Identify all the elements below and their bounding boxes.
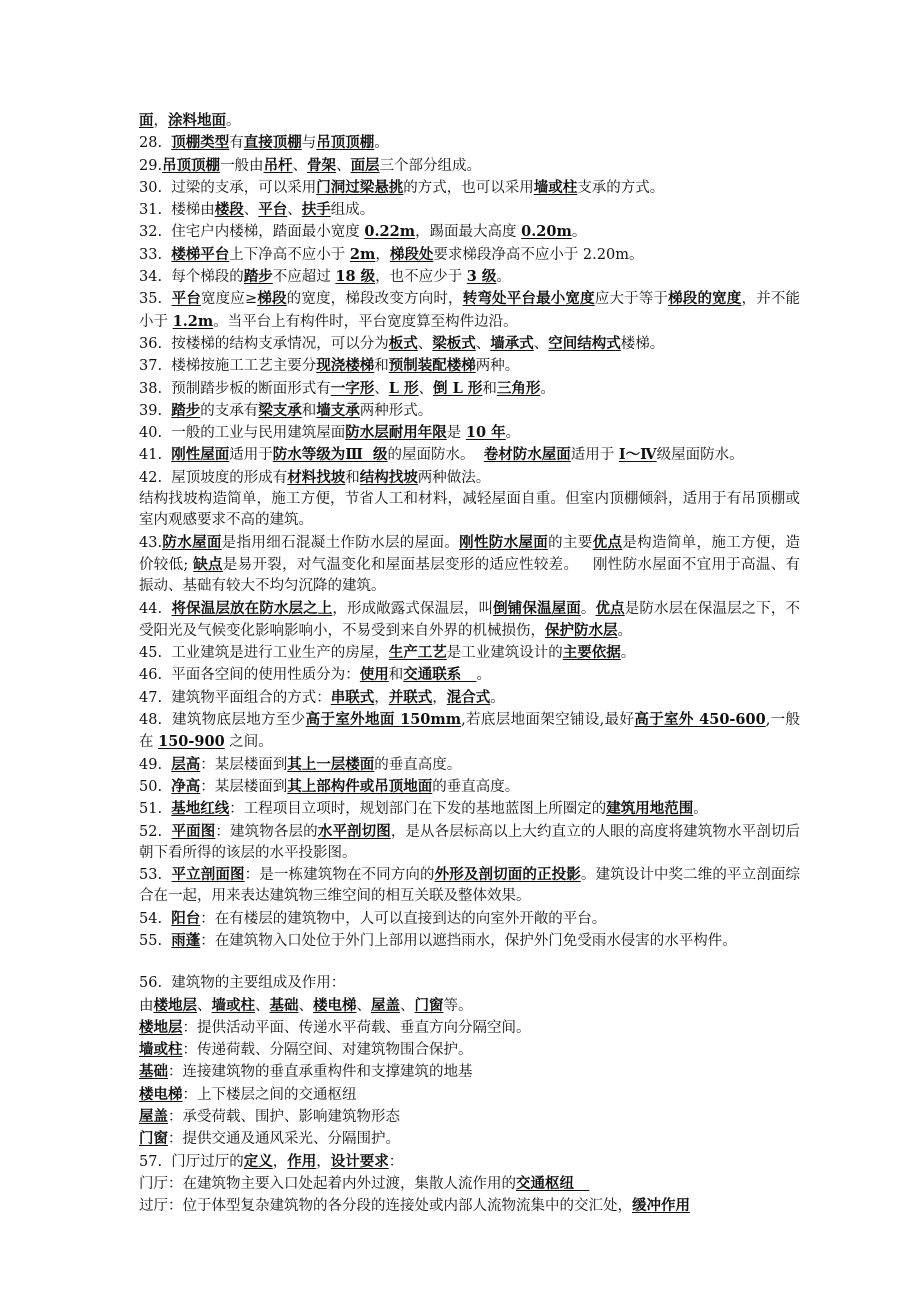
key-term: 高于室外地面 150mm bbox=[305, 711, 462, 729]
text-run: 、 bbox=[417, 335, 433, 352]
text-line bbox=[139, 776, 800, 798]
text-run: ：工程项目立项时，规划部门在下发的基地蓝图上所圈定的 bbox=[229, 801, 607, 818]
text-run: ，也不应少于 bbox=[375, 269, 467, 286]
key-term: 板式 bbox=[388, 334, 418, 352]
text-run: 33. bbox=[139, 246, 172, 263]
key-term: 涂料地面 bbox=[168, 112, 226, 129]
text-run: ，是从各层标高以上大约直立的人眼的高度将建筑物水平剖切后朝下看所得的该层的水平投影图。 bbox=[139, 823, 801, 861]
key-term: 混合式 bbox=[446, 688, 491, 706]
key-term: 基地红线 bbox=[171, 800, 230, 818]
text-run: 45. 工业建筑是进行工业生产的房屋， bbox=[139, 645, 389, 662]
text-line bbox=[139, 821, 800, 865]
text-run: 的支承有 bbox=[200, 402, 259, 419]
key-term: 一字形 bbox=[330, 379, 375, 397]
text-run: ， bbox=[153, 113, 168, 129]
key-term: 墙或柱 bbox=[533, 178, 578, 196]
text-run: 。 bbox=[540, 380, 555, 397]
key-term: 1.2m bbox=[172, 312, 214, 330]
text-run: 53. bbox=[139, 867, 172, 884]
text-run: 、 bbox=[336, 157, 351, 174]
key-term: 其上部构件或吊顶地面 bbox=[287, 777, 433, 795]
text-run: 一般由 bbox=[220, 157, 264, 174]
key-term: 直接顶棚 bbox=[243, 134, 302, 152]
key-term: 骨架 bbox=[307, 156, 337, 174]
text-run: ：建筑物各层的 bbox=[215, 823, 318, 840]
key-term: 2m bbox=[349, 245, 376, 263]
key-term: 刚性屋面 bbox=[171, 446, 230, 464]
text-run: 、 bbox=[418, 380, 434, 397]
key-term: 雨蓬 bbox=[171, 931, 201, 949]
text-line bbox=[139, 598, 800, 643]
key-term: 材料找坡 bbox=[287, 468, 346, 486]
key-term: 梁板式 bbox=[432, 334, 476, 352]
text-run: 、 bbox=[243, 202, 259, 219]
key-term: 墙或柱 bbox=[211, 996, 255, 1014]
key-term: 踏步 bbox=[171, 401, 201, 419]
text-run: 42. 屋顶坡度的形成有 bbox=[139, 469, 288, 486]
text-run: 44. bbox=[139, 600, 172, 617]
key-term: L 形 bbox=[388, 379, 419, 397]
text-line bbox=[139, 664, 800, 686]
text-line bbox=[139, 1106, 800, 1128]
text-run: 31. 楼梯由 bbox=[139, 202, 215, 219]
text-run: 。 bbox=[505, 425, 521, 442]
key-term: 屋盖 bbox=[371, 996, 400, 1014]
text-run: 30. 过梁的支承，可以采用 bbox=[139, 179, 317, 196]
text-run: 与 bbox=[301, 135, 317, 152]
text-run: 。 bbox=[490, 689, 505, 706]
text-run: 和 bbox=[388, 667, 404, 684]
text-line bbox=[139, 908, 800, 930]
text-run: 、 bbox=[374, 380, 389, 397]
text-run: 41. bbox=[139, 447, 172, 464]
text-run: 门厅：在建筑物主要入口处起着内外过渡，集散人流作用的 bbox=[139, 1175, 516, 1192]
key-term: 防水等级为Ⅲ 级 bbox=[272, 446, 388, 464]
text-line bbox=[139, 1061, 800, 1083]
key-term: 保护防水层 bbox=[545, 621, 618, 639]
text-run: 57. 门厅过厅的 bbox=[139, 1153, 244, 1170]
text-run: 的屋面防水。 bbox=[387, 447, 484, 464]
key-term: 建筑用地范围 bbox=[606, 800, 694, 818]
key-term: 净高 bbox=[171, 777, 201, 795]
text-line bbox=[139, 355, 800, 377]
text-line bbox=[139, 400, 800, 422]
text-run: ：连接建筑物的垂直承重构件和支撑建筑的地基 bbox=[168, 1064, 473, 1081]
text-line bbox=[139, 709, 800, 754]
text-run: 两种。 bbox=[475, 358, 520, 375]
key-term: 吊顶顶棚 bbox=[316, 134, 375, 152]
key-term: 楼段 bbox=[214, 201, 244, 219]
text-run: 和 bbox=[374, 358, 389, 375]
text-run: 、 bbox=[292, 157, 308, 174]
key-term: 楼梯平台 bbox=[171, 245, 230, 263]
text-run: 级屋面防水。 bbox=[656, 447, 744, 464]
key-term: 扶手 bbox=[301, 201, 331, 219]
text-run: 和 bbox=[345, 469, 360, 486]
text-line bbox=[139, 244, 800, 266]
key-term: 现浇楼梯 bbox=[316, 357, 375, 375]
key-term: 交通枢纽 bbox=[516, 1174, 590, 1192]
text-run: 应大于等于 bbox=[594, 291, 669, 308]
key-term: 交通联系 bbox=[403, 666, 477, 684]
text-run: 的垂直高度。 bbox=[374, 756, 462, 773]
key-term: 楼地层 bbox=[139, 1018, 183, 1036]
text-run: 、 bbox=[298, 997, 313, 1014]
text-run: 三个部分组成。 bbox=[379, 157, 482, 174]
key-term: 空间结构式 bbox=[548, 334, 621, 352]
key-term: 生产工艺 bbox=[388, 644, 447, 662]
text-run: 50. bbox=[139, 778, 172, 795]
text-run: ，形成敞露式保温层，叫 bbox=[332, 600, 494, 617]
key-term: 预制装配楼梯 bbox=[388, 357, 476, 375]
text-run: 是防水层在保温层之下，不受阳光及气候变化影响影响小，不易受到来自外界的机械损伤， bbox=[139, 600, 801, 639]
text-run: 55. bbox=[139, 932, 172, 949]
text-run: ：上下楼层之间的交通枢纽 bbox=[182, 1086, 357, 1103]
text-run: 的方式，也可以采用 bbox=[403, 179, 534, 196]
key-term: 楼电梯 bbox=[313, 996, 357, 1014]
text-run: 是构造简单，施工方便，造价较低; bbox=[139, 534, 801, 573]
text-run: ：提供活动平面、传递水平荷载、垂直方向分隔空间。 bbox=[182, 1019, 531, 1036]
text-line bbox=[139, 1173, 800, 1195]
key-term: 梁支承 bbox=[258, 401, 302, 419]
text-run: 组成。 bbox=[330, 202, 375, 219]
key-term: 0.20m bbox=[521, 223, 572, 241]
text-line bbox=[139, 798, 800, 820]
text-line bbox=[139, 177, 800, 199]
key-term: 串联式 bbox=[330, 688, 375, 706]
key-term: 设计要求 bbox=[330, 1152, 389, 1170]
text-run: ：某层楼面到 bbox=[200, 778, 288, 795]
text-run: ,若底层地面架空铺设,最好 bbox=[461, 712, 635, 729]
text-run: 和 bbox=[482, 380, 497, 397]
key-term: 3 级 bbox=[466, 268, 497, 286]
text-run: 。当平台上有构件时，平台宽度算至构件边沿。 bbox=[213, 313, 518, 330]
text-run: ， bbox=[375, 246, 390, 263]
key-term: 面层 bbox=[350, 156, 380, 174]
text-run: ：传递荷载、分隔空间、对建筑物围合保护。 bbox=[182, 1042, 473, 1059]
text-run: ： bbox=[388, 1153, 404, 1170]
key-term: 并联式 bbox=[388, 688, 433, 706]
key-term: 优点 bbox=[592, 533, 623, 551]
key-term: 优点 bbox=[595, 599, 625, 617]
key-term: 踏步 bbox=[243, 268, 273, 286]
text-run: 结构找坡构造简单，施工方便，节省人工和材料，减轻屋面自重。但室内顶棚倾斜，适用于有吊顶棚或室内观感要求不高的建筑。 bbox=[139, 491, 800, 529]
key-term: 平台 bbox=[258, 201, 288, 219]
text-line bbox=[139, 687, 800, 709]
text-run: ：提供交通及通风采光、分隔围护。 bbox=[168, 1131, 400, 1148]
text-run: 、 bbox=[475, 335, 491, 352]
text-run: 。建筑设计中奖二维的平立剖面综合在一起，用来表达建筑物三维空间的相互关联及整体效果。 bbox=[139, 867, 801, 905]
key-term: 阳台 bbox=[171, 909, 201, 927]
text-run: 上下净高不应小于 bbox=[229, 246, 350, 263]
text-run: 两种形式。 bbox=[359, 402, 433, 419]
text-run: 48. 建筑物底层地方至少 bbox=[139, 712, 306, 729]
blank-line bbox=[139, 952, 800, 973]
text-run: 、 bbox=[287, 202, 302, 219]
text-run: ， bbox=[374, 689, 389, 706]
text-run: ， bbox=[272, 1153, 288, 1170]
key-term: 平面图 bbox=[171, 822, 216, 840]
key-term: 梯段 bbox=[257, 290, 287, 308]
text-line bbox=[139, 444, 800, 466]
text-line bbox=[139, 1017, 800, 1039]
key-term: 门窗 bbox=[139, 1130, 168, 1148]
text-run: 楼梯。 bbox=[620, 335, 665, 352]
text-run: 适用于 bbox=[570, 447, 619, 464]
text-line bbox=[139, 754, 800, 776]
key-term: 结构找坡 bbox=[359, 468, 418, 486]
key-term: 墙支承 bbox=[316, 401, 360, 419]
key-term: 屋盖 bbox=[139, 1108, 168, 1126]
key-term: 门窗 bbox=[414, 996, 444, 1014]
text-line bbox=[139, 132, 800, 154]
text-run: 28. bbox=[139, 135, 172, 152]
text-run: 32. 住宅户内楼梯，踏面最小宽度 bbox=[139, 224, 365, 241]
text-run: 49. bbox=[139, 756, 172, 773]
text-run: ，踢面最大高度 bbox=[415, 224, 522, 241]
key-term: 作用 bbox=[287, 1152, 317, 1170]
text-run: 、 bbox=[255, 997, 270, 1014]
text-run: 不应超过 bbox=[272, 269, 336, 286]
text-run: 之间。 bbox=[224, 734, 273, 751]
key-term: 梯段处 bbox=[389, 245, 434, 263]
text-run: ， bbox=[432, 689, 447, 706]
key-term: 10 年 bbox=[465, 424, 506, 442]
key-term: 层高 bbox=[171, 755, 201, 773]
text-run: 、 bbox=[197, 997, 212, 1014]
text-line bbox=[139, 288, 800, 333]
key-term: 基础 bbox=[269, 996, 299, 1014]
key-term: 梯段的宽度 bbox=[668, 290, 742, 308]
key-term: 防水层耐用年限 bbox=[345, 424, 447, 442]
text-run: 35. bbox=[139, 291, 172, 308]
text-line bbox=[139, 422, 800, 444]
text-run: ， bbox=[316, 1153, 331, 1170]
text-line bbox=[139, 864, 800, 908]
key-term: 水平剖切图 bbox=[317, 822, 391, 840]
text-line bbox=[139, 995, 800, 1017]
text-line bbox=[139, 266, 800, 288]
text-run: 过厅：位于体型复杂建筑物的各分段的连接处或内部人流物流集中的交汇处， bbox=[139, 1198, 632, 1215]
text-run: 。 bbox=[496, 269, 511, 286]
text-run: 。 bbox=[374, 135, 389, 152]
text-run: 。 bbox=[693, 801, 708, 818]
text-run: 由 bbox=[139, 997, 154, 1014]
text-run: 。 bbox=[617, 622, 632, 639]
text-line bbox=[139, 221, 800, 243]
text-run: 。 bbox=[580, 600, 596, 617]
text-run: ：在有楼层的建筑物中，人可以直接到达的向室外开敞的平台。 bbox=[200, 910, 607, 927]
key-term: 倒 L 形 bbox=[433, 379, 483, 397]
text-run: 和 bbox=[301, 402, 317, 419]
text-run: 43. bbox=[139, 534, 163, 551]
text-line bbox=[139, 1151, 800, 1173]
text-line bbox=[139, 930, 800, 952]
key-term: 顶棚类型 bbox=[171, 134, 230, 152]
text-run: 52. bbox=[139, 823, 172, 840]
text-run: 51. bbox=[139, 801, 172, 818]
text-run: 54. bbox=[139, 910, 172, 927]
key-term: 其上一层楼面 bbox=[287, 755, 375, 773]
key-term: 卷材防水屋面 bbox=[483, 446, 571, 464]
text-run: ,一般在 bbox=[139, 712, 801, 751]
key-term: 定义 bbox=[243, 1152, 273, 1170]
text-run: ：某层楼面到 bbox=[200, 756, 288, 773]
text-run: 等。 bbox=[443, 997, 473, 1014]
key-term: 将保温层放在防水层之上 bbox=[171, 599, 333, 617]
text-run: 。 bbox=[476, 667, 491, 684]
text-run: 要求梯段净高不应小于 2.20m。 bbox=[433, 246, 644, 263]
text-run: 是指用细石混凝土作防水层的屋面。 bbox=[221, 534, 460, 551]
text-run: 38. 预制踏步板的断面形式有 bbox=[139, 380, 331, 397]
text-line bbox=[139, 1084, 800, 1106]
key-term: 缺点 bbox=[193, 555, 223, 573]
text-run: 39. bbox=[139, 402, 172, 419]
text-line bbox=[139, 110, 800, 132]
key-term: 吊顶顶棚 bbox=[162, 156, 221, 174]
text-line bbox=[139, 1128, 800, 1150]
text-run: 。 bbox=[226, 113, 241, 129]
text-run: 29. bbox=[139, 157, 163, 174]
key-term: 外形及剖切面的正投影 bbox=[434, 866, 581, 884]
text-line bbox=[139, 199, 800, 221]
key-term: 平台 bbox=[171, 290, 201, 308]
text-line bbox=[139, 378, 800, 400]
key-term: 平立剖面图 bbox=[171, 866, 245, 884]
text-run: 。 bbox=[620, 645, 636, 662]
text-line bbox=[139, 489, 800, 532]
key-term: 倒铺保温屋面 bbox=[493, 599, 581, 617]
text-run: 36. 按楼梯的结构支承情况，可以分为 bbox=[139, 335, 389, 352]
key-term: 楼电梯 bbox=[139, 1085, 183, 1103]
key-term: 墙或柱 bbox=[139, 1041, 183, 1059]
text-run: 。 bbox=[571, 224, 587, 241]
key-term: 三角形 bbox=[496, 379, 541, 397]
key-term: 0.22m bbox=[364, 223, 416, 241]
key-term: Ⅰ～Ⅳ bbox=[618, 446, 657, 464]
text-run: 34. 每个梯段的 bbox=[139, 269, 244, 286]
text-line bbox=[139, 333, 800, 355]
text-line bbox=[139, 1039, 800, 1061]
text-run: 两种做法。 bbox=[417, 469, 491, 486]
text-run: 56. 建筑物的主要组成及作用： bbox=[139, 975, 346, 992]
key-term: 缓冲作用 bbox=[632, 1197, 690, 1215]
text-run: 40. 一般的工业与民用建筑屋面 bbox=[139, 425, 346, 442]
text-run: 、 bbox=[533, 335, 549, 352]
text-run: 支承的方式。 bbox=[577, 179, 665, 196]
key-term: 高于室外 450-600 bbox=[634, 711, 766, 729]
key-term: 防水屋面 bbox=[162, 533, 222, 551]
text-run: 适用于 bbox=[229, 447, 273, 464]
key-term: 楼地层 bbox=[153, 996, 197, 1014]
text-run: ：承受荷载、围护、影响建筑物形态 bbox=[168, 1109, 400, 1126]
text-run: 37. 楼梯按施工工艺主要分 bbox=[139, 358, 317, 375]
text-line bbox=[139, 1195, 800, 1217]
text-line bbox=[139, 642, 800, 664]
text-run: 的垂直高度。 bbox=[432, 778, 520, 795]
text-run: 47. 建筑物平面组合的方式： bbox=[139, 689, 331, 706]
text-line bbox=[139, 973, 800, 994]
text-run: ，并不能小于 bbox=[139, 291, 800, 330]
key-term: 18 级 bbox=[335, 268, 376, 286]
text-line bbox=[139, 155, 800, 177]
text-run: 的主要 bbox=[548, 534, 593, 551]
text-run: ：在建筑物入口处位于外门上部用以遮挡雨水，保护外门免受雨水侵害的水平构件。 bbox=[200, 932, 737, 949]
text-run: 的宽度，梯段改变方向时， bbox=[286, 291, 463, 308]
key-term: 吊杆 bbox=[263, 156, 293, 174]
text-run: 是易开裂，对气温变化和屋面基层变形的适应性较差。 刚性防水屋面不宜用于高温、有振动、基础有较大不均匀沉降的建筑。 bbox=[139, 556, 801, 595]
text-run: 、 bbox=[400, 997, 415, 1014]
key-term: 面 bbox=[139, 112, 154, 129]
text-run: 46. 平面各空间的使用性质分为： bbox=[139, 667, 360, 684]
key-term: 150-900 bbox=[158, 733, 225, 751]
text-run: ：是一栋建筑物在不同方向的 bbox=[244, 867, 435, 884]
text-run: 、 bbox=[356, 997, 371, 1014]
text-run: 有 bbox=[229, 135, 244, 152]
key-term: 门洞过梁悬挑 bbox=[316, 178, 404, 196]
text-line bbox=[139, 532, 800, 598]
key-term: 墙承式 bbox=[490, 334, 534, 352]
key-term: 转弯处平台最小宽度 bbox=[462, 290, 595, 308]
key-term: 主要依据 bbox=[562, 644, 621, 662]
key-term: 使用 bbox=[359, 666, 389, 684]
text-run: 是 bbox=[446, 425, 466, 442]
key-term: 刚性防水屋面 bbox=[459, 533, 549, 551]
text-line bbox=[139, 467, 800, 489]
key-term: 基础 bbox=[139, 1063, 168, 1081]
text-run: 是工业建筑设计的 bbox=[446, 645, 563, 662]
text-run: 宽度应≥ bbox=[200, 291, 258, 308]
